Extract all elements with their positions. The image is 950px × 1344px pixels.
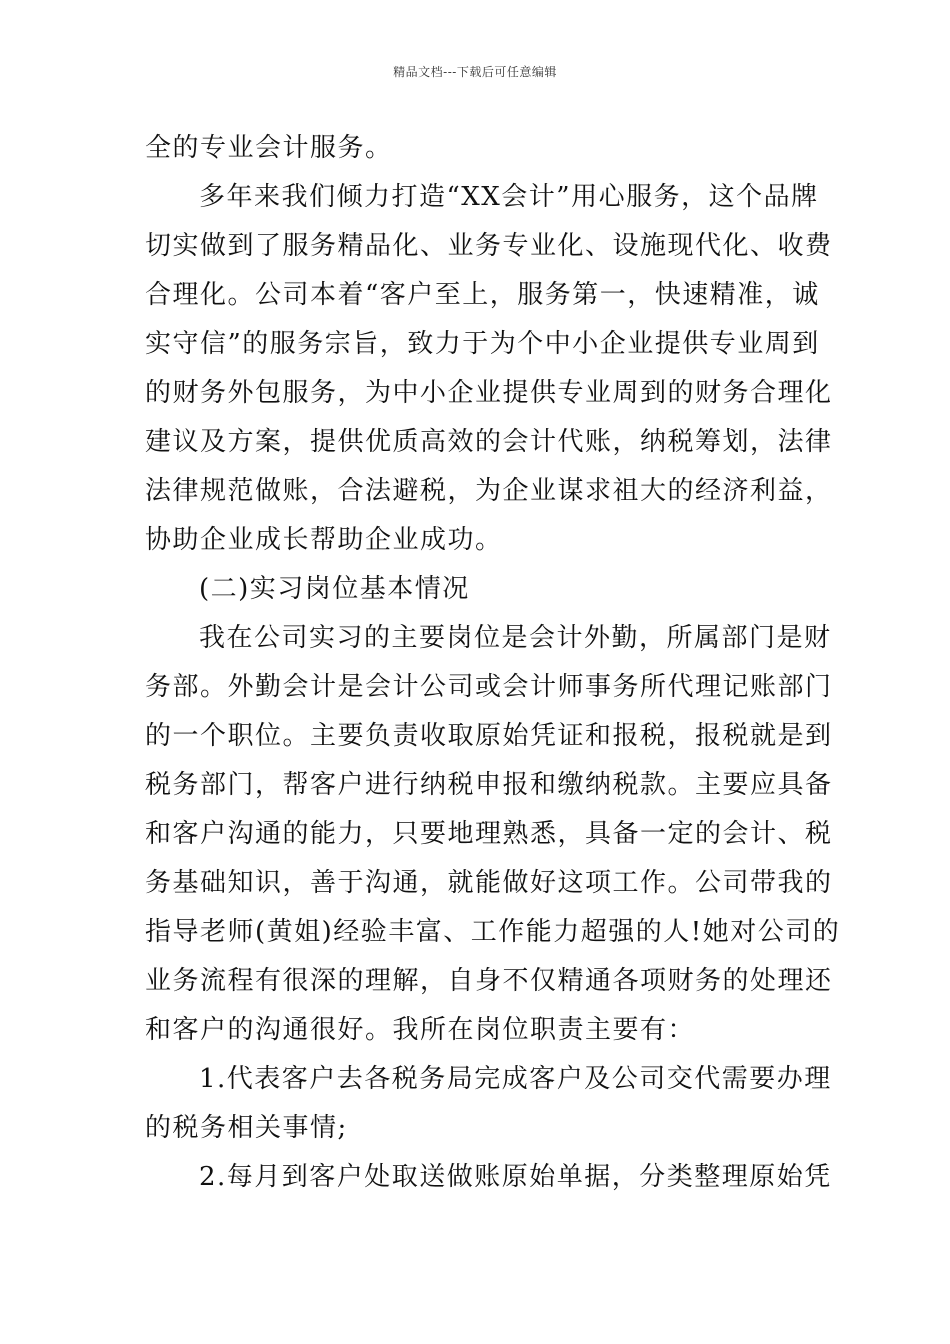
text-line: 和客户的沟通很好。我所在岗位职责主要有： <box>145 1015 696 1045</box>
text-line: 我在公司实习的主要岗位是会计外勤，所属部门是财 <box>199 623 832 653</box>
paragraph <box>145 124 807 173</box>
text-line: 业务流程有很深的理解，自身不仅精通各项财务的处理还 <box>145 966 833 996</box>
list-item <box>145 1153 832 1202</box>
text-line: 实守信”的服务宗旨，致力于为个中小企业提供专业周到 <box>145 329 820 359</box>
text-line: 1.代表客户去各税务局完成客户及公司交代需要办理 <box>199 1064 832 1094</box>
page-header: 精品文档---下载后可任意编辑 <box>393 65 557 79</box>
paragraph <box>145 614 841 1055</box>
section-heading <box>145 565 807 614</box>
text-line: 合理化。公司本着“客户至上，服务第一，快速精准，诚 <box>145 280 820 310</box>
text-line: 指导老师(黄姐)经验丰富、工作能力超强的人!她对公司的 <box>145 917 841 947</box>
text-line: 的一个职位。主要负责收取原始凭证和报税，报税就是到 <box>145 721 833 751</box>
text-line: (二)实习岗位基本情况 <box>199 574 470 604</box>
text-line: 建议及方案，提供优质高效的会计代账，纳税筹划，法律 <box>145 427 833 457</box>
document-body <box>145 124 841 1202</box>
text-line: 务基础知识，善于沟通，就能做好这项工作。公司带我的 <box>145 868 833 898</box>
text-line: 2.每月到客户处取送做账原始单据，分类整理原始凭 <box>199 1162 832 1192</box>
text-line: 的税务相关事情; <box>145 1113 348 1143</box>
text-line: 法律规范做账，合法避税，为企业谋求祖大的经济利益， <box>145 476 833 506</box>
text-line: 和客户沟通的能力，只要地理熟悉，具备一定的会计、税 <box>145 819 833 849</box>
text-line: 全的专业会计服务。 <box>145 133 393 163</box>
text-line: 多年来我们倾力打造“XX会计”用心服务，这个品牌 <box>199 182 819 212</box>
paragraph <box>145 173 833 565</box>
text-line: 税务部门，帮客户进行纳税申报和缴纳税款。主要应具备 <box>145 770 833 800</box>
text-line: 切实做到了服务精品化、业务专业化、设施现代化、收费 <box>145 231 833 261</box>
list-item <box>145 1055 832 1153</box>
text-line: 协助企业成长帮助企业成功。 <box>145 525 503 555</box>
text-line: 的财务外包服务，为中小企业提供专业周到的财务合理化 <box>145 378 833 408</box>
text-line: 务部。外勤会计是会计公司或会计师事务所代理记账部门 <box>145 672 833 702</box>
